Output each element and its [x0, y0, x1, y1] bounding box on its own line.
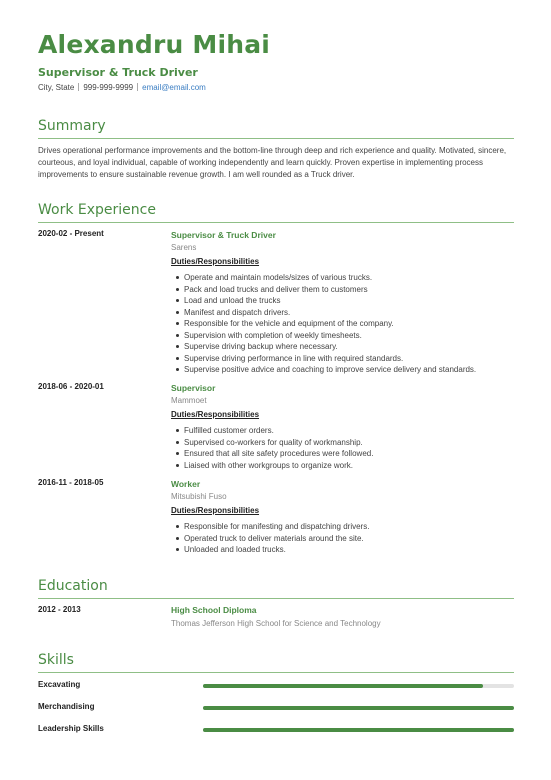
job-title: Worker	[171, 479, 201, 489]
work-experience-divider	[38, 222, 514, 223]
duties-list	[171, 272, 514, 376]
duty-item: Manifest and dispatch drivers.	[176, 307, 514, 319]
duty-item: Fulfilled customer orders.	[176, 425, 514, 437]
duty-item: Ensured that all site safety procedures were followed.	[176, 448, 514, 460]
skill-level-track	[203, 706, 514, 710]
job-dates: 2016-11 - 2018-05	[38, 478, 104, 487]
job-company: Sarens	[171, 243, 197, 252]
duty-item: Supervised co-workers for quality of workmanship.	[176, 437, 514, 449]
contact-phone: 999-999-9999	[83, 83, 134, 92]
duty-item: Responsible for the vehicle and equipment of the company.	[176, 318, 514, 330]
education-divider	[38, 598, 514, 599]
job-title: Supervisor & Truck Driver	[171, 230, 276, 240]
duties-label: Duties/Responsibilities	[171, 257, 260, 266]
duties-label: Duties/Responsibilities	[171, 410, 260, 419]
duty-item: Operated truck to deliver materials around the site.	[176, 533, 514, 545]
duty-item: Load and unload the trucks	[176, 295, 514, 307]
candidate-name: Alexandru Mihai	[38, 30, 271, 59]
job-entry	[171, 229, 514, 376]
duty-item: Operate and maintain models/sizes of various trucks.	[176, 272, 514, 284]
education-dates: 2012 - 2013	[38, 605, 81, 614]
duty-item: Unloaded and loaded trucks.	[176, 544, 514, 556]
skill-level-fill	[203, 684, 483, 688]
skill-row	[38, 680, 514, 692]
skill-level-fill	[203, 706, 514, 710]
contact-divider	[137, 83, 138, 91]
duty-item: Pack and load trucks and deliver them to customers	[176, 284, 514, 296]
duty-item: Supervise driving backup where necessary.	[176, 341, 514, 353]
contact-email-link[interactable]: email@email.com	[142, 83, 206, 92]
job-title: Supervisor	[171, 383, 216, 393]
contact-location: City, State	[38, 83, 75, 92]
skill-level-fill	[203, 728, 514, 732]
duty-item: Supervise positive advice and coaching to improve service delivery and standards.	[176, 364, 514, 376]
skill-row	[38, 702, 514, 714]
summary-text: Drives operational performance improvements and the bottom-line through deep and rich experience and quality. Motivated, sincere, courteous, and loyal individual, capable of working independently and learn quickly. Proven expertise in implementing process improvements to ensure sustainable revenue growth. I am well rounded as a Truck driver.	[38, 146, 507, 179]
candidate-role: Supervisor & Truck Driver	[38, 66, 198, 79]
duty-item: Liaised with other workgroups to organize work.	[176, 460, 514, 472]
job-company: Mammoet	[171, 396, 207, 405]
job-entry	[171, 382, 514, 471]
job-dates: 2020-02 - Present	[38, 229, 104, 238]
skill-level-track	[203, 684, 514, 688]
duty-item: Responsible for manifesting and dispatching drivers.	[176, 521, 514, 533]
duties-label: Duties/Responsibilities	[171, 506, 260, 515]
skill-name: Merchandising	[38, 702, 95, 711]
contact-divider	[78, 83, 79, 91]
skill-name: Leadership Skills	[38, 724, 104, 733]
education-heading: Education	[38, 578, 108, 594]
skill-row	[38, 724, 514, 736]
duties-list	[171, 521, 514, 556]
summary-divider	[38, 138, 514, 139]
education-school: Thomas Jefferson High School for Science and Technology	[171, 619, 381, 628]
summary-heading: Summary	[38, 118, 106, 134]
skills-divider	[38, 672, 514, 673]
duties-list	[171, 425, 514, 471]
work-experience-heading: Work Experience	[38, 202, 156, 218]
job-entry	[171, 478, 514, 556]
contact-line	[38, 83, 206, 92]
job-dates: 2018-06 - 2020-01	[38, 382, 104, 391]
skill-level-track	[203, 728, 514, 732]
skill-name: Excavating	[38, 680, 81, 689]
duty-item: Supervise driving performance in line with required standards.	[176, 353, 514, 365]
duty-item: Supervision with completion of weekly timesheets.	[176, 330, 514, 342]
job-company: Mitsubishi Fuso	[171, 492, 227, 501]
skills-heading: Skills	[38, 652, 74, 668]
education-degree: High School Diploma	[171, 605, 257, 615]
